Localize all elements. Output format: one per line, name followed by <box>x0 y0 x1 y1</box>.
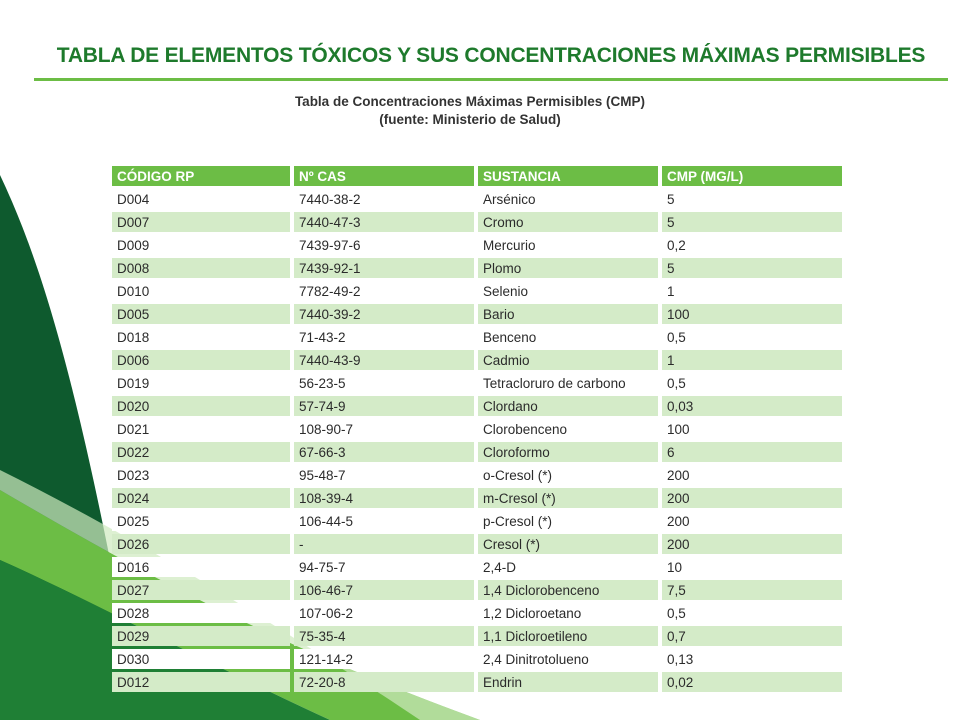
cell-cas: 107-06-2 <box>294 603 474 623</box>
cell-cmp: 10 <box>662 557 842 577</box>
cell-codigo-rp: D009 <box>112 235 290 255</box>
cell-codigo-rp: D019 <box>112 373 290 393</box>
cell-codigo-rp: D022 <box>112 442 290 462</box>
cell-codigo-rp: D006 <box>112 350 290 370</box>
header-cmp: CMP (MG/L) <box>662 166 842 186</box>
table-row <box>112 189 842 209</box>
cell-cmp: 0,7 <box>662 626 842 646</box>
cell-sustancia: Clordano <box>478 396 658 416</box>
table-row <box>112 258 842 278</box>
cell-sustancia: Cadmio <box>478 350 658 370</box>
cell-cmp: 5 <box>662 258 842 278</box>
cell-codigo-rp: D025 <box>112 511 290 531</box>
cell-codigo-rp: D012 <box>112 672 290 692</box>
cell-sustancia: 1,4 Diclorobenceno <box>478 580 658 600</box>
table-header-row <box>112 166 842 186</box>
table-row <box>112 235 842 255</box>
cell-cmp: 0,5 <box>662 373 842 393</box>
table-row <box>112 603 842 623</box>
cell-sustancia: Mercurio <box>478 235 658 255</box>
cell-cmp: 200 <box>662 511 842 531</box>
cell-codigo-rp: D020 <box>112 396 290 416</box>
table-row <box>112 465 842 485</box>
cell-cas: 121-14-2 <box>294 649 474 669</box>
cell-codigo-rp: D024 <box>112 488 290 508</box>
table-row <box>112 488 842 508</box>
cell-codigo-rp: D008 <box>112 258 290 278</box>
cell-cmp: 7,5 <box>662 580 842 600</box>
caption-line-1: Tabla de Concentraciones Máximas Permisibles (CMP) <box>294 94 646 109</box>
cell-sustancia: Tetracloruro de carbono <box>478 373 658 393</box>
cell-sustancia: 1,2 Dicloroetano <box>478 603 658 623</box>
cell-cas: 7782-49-2 <box>294 281 474 301</box>
cell-cmp: 0,5 <box>662 327 842 347</box>
cell-cmp: 0,02 <box>662 672 842 692</box>
table-row <box>112 511 842 531</box>
cell-sustancia: 1,1 Dicloroetileno <box>478 626 658 646</box>
cell-cmp: 5 <box>662 189 842 209</box>
cell-cmp: 200 <box>662 534 842 554</box>
cell-cas: 57-74-9 <box>294 396 474 416</box>
cell-sustancia: Plomo <box>478 258 658 278</box>
cell-cmp: 100 <box>662 419 842 439</box>
cell-codigo-rp: D004 <box>112 189 290 209</box>
header-codigo-rp: CÓDIGO RP <box>112 166 290 186</box>
cell-cas: 7440-47-3 <box>294 212 474 232</box>
cell-sustancia: Arsénico <box>478 189 658 209</box>
table-row <box>112 212 842 232</box>
cell-sustancia: Benceno <box>478 327 658 347</box>
cell-cas: 7439-97-6 <box>294 235 474 255</box>
cell-cmp: 0,13 <box>662 649 842 669</box>
table-row <box>112 580 842 600</box>
cell-codigo-rp: D029 <box>112 626 290 646</box>
table-row <box>112 672 842 692</box>
cell-sustancia: m-Cresol (*) <box>478 488 658 508</box>
cell-cmp: 100 <box>662 304 842 324</box>
table-row <box>112 396 842 416</box>
cell-cas: 7440-38-2 <box>294 189 474 209</box>
table-row <box>112 626 842 646</box>
table-row <box>112 557 842 577</box>
cell-cas: 71-43-2 <box>294 327 474 347</box>
table-row <box>112 649 842 669</box>
cell-cmp: 5 <box>662 212 842 232</box>
header-cas: Nº CAS <box>294 166 474 186</box>
cell-cas: 7440-39-2 <box>294 304 474 324</box>
cell-cas: 94-75-7 <box>294 557 474 577</box>
cell-cas: 75-35-4 <box>294 626 474 646</box>
cell-cmp: 0,2 <box>662 235 842 255</box>
cell-cas: 7440-43-9 <box>294 350 474 370</box>
table-row <box>112 281 842 301</box>
caption-line-2: (fuente: Ministerio de Salud) <box>379 112 561 127</box>
cmp-table <box>108 163 846 695</box>
cell-codigo-rp: D016 <box>112 557 290 577</box>
cell-cas: 67-66-3 <box>294 442 474 462</box>
cell-sustancia: o-Cresol (*) <box>478 465 658 485</box>
table-body <box>112 189 842 692</box>
cell-codigo-rp: D005 <box>112 304 290 324</box>
cell-codigo-rp: D027 <box>112 580 290 600</box>
cell-cmp: 1 <box>662 281 842 301</box>
cell-codigo-rp: D021 <box>112 419 290 439</box>
cell-codigo-rp: D007 <box>112 212 290 232</box>
cell-cas: 56-23-5 <box>294 373 474 393</box>
cell-codigo-rp: D026 <box>112 534 290 554</box>
cell-cas: 106-44-5 <box>294 511 474 531</box>
cell-cas: 108-39-4 <box>294 488 474 508</box>
cell-cmp: 0,5 <box>662 603 842 623</box>
cell-cas: 7439-92-1 <box>294 258 474 278</box>
table-caption <box>250 93 690 129</box>
cell-codigo-rp: D028 <box>112 603 290 623</box>
cell-sustancia: Selenio <box>478 281 658 301</box>
cell-cmp: 200 <box>662 465 842 485</box>
cell-cmp: 6 <box>662 442 842 462</box>
header-sustancia: SUSTANCIA <box>478 166 658 186</box>
cell-sustancia: Bario <box>478 304 658 324</box>
cell-sustancia: Cloroformo <box>478 442 658 462</box>
table-row <box>112 327 842 347</box>
cell-cmp: 0,03 <box>662 396 842 416</box>
cell-codigo-rp: D030 <box>112 649 290 669</box>
cell-codigo-rp: D023 <box>112 465 290 485</box>
cell-sustancia: Endrin <box>478 672 658 692</box>
cell-cas: 106-46-7 <box>294 580 474 600</box>
cell-codigo-rp: D010 <box>112 281 290 301</box>
cell-cas: 95-48-7 <box>294 465 474 485</box>
table-row <box>112 350 842 370</box>
table-row <box>112 442 842 462</box>
cell-sustancia: Cresol (*) <box>478 534 658 554</box>
cell-sustancia: Clorobenceno <box>478 419 658 439</box>
table-row <box>112 419 842 439</box>
title-underline <box>34 78 948 81</box>
cell-sustancia: Cromo <box>478 212 658 232</box>
cell-sustancia: 2,4 Dinitrotolueno <box>478 649 658 669</box>
cell-cmp: 1 <box>662 350 842 370</box>
table-row <box>112 534 842 554</box>
cell-cmp: 200 <box>662 488 842 508</box>
cell-codigo-rp: D018 <box>112 327 290 347</box>
cell-cas: 72-20-8 <box>294 672 474 692</box>
table-row <box>112 304 842 324</box>
table-row <box>112 373 842 393</box>
cell-cas: - <box>294 534 474 554</box>
slide-title: TABLA DE ELEMENTOS TÓXICOS Y SUS CONCENTRACIONES MÁXIMAS PERMISIBLES <box>56 44 926 67</box>
cell-sustancia: 2,4-D <box>478 557 658 577</box>
cell-sustancia: p-Cresol (*) <box>478 511 658 531</box>
cell-cas: 108-90-7 <box>294 419 474 439</box>
